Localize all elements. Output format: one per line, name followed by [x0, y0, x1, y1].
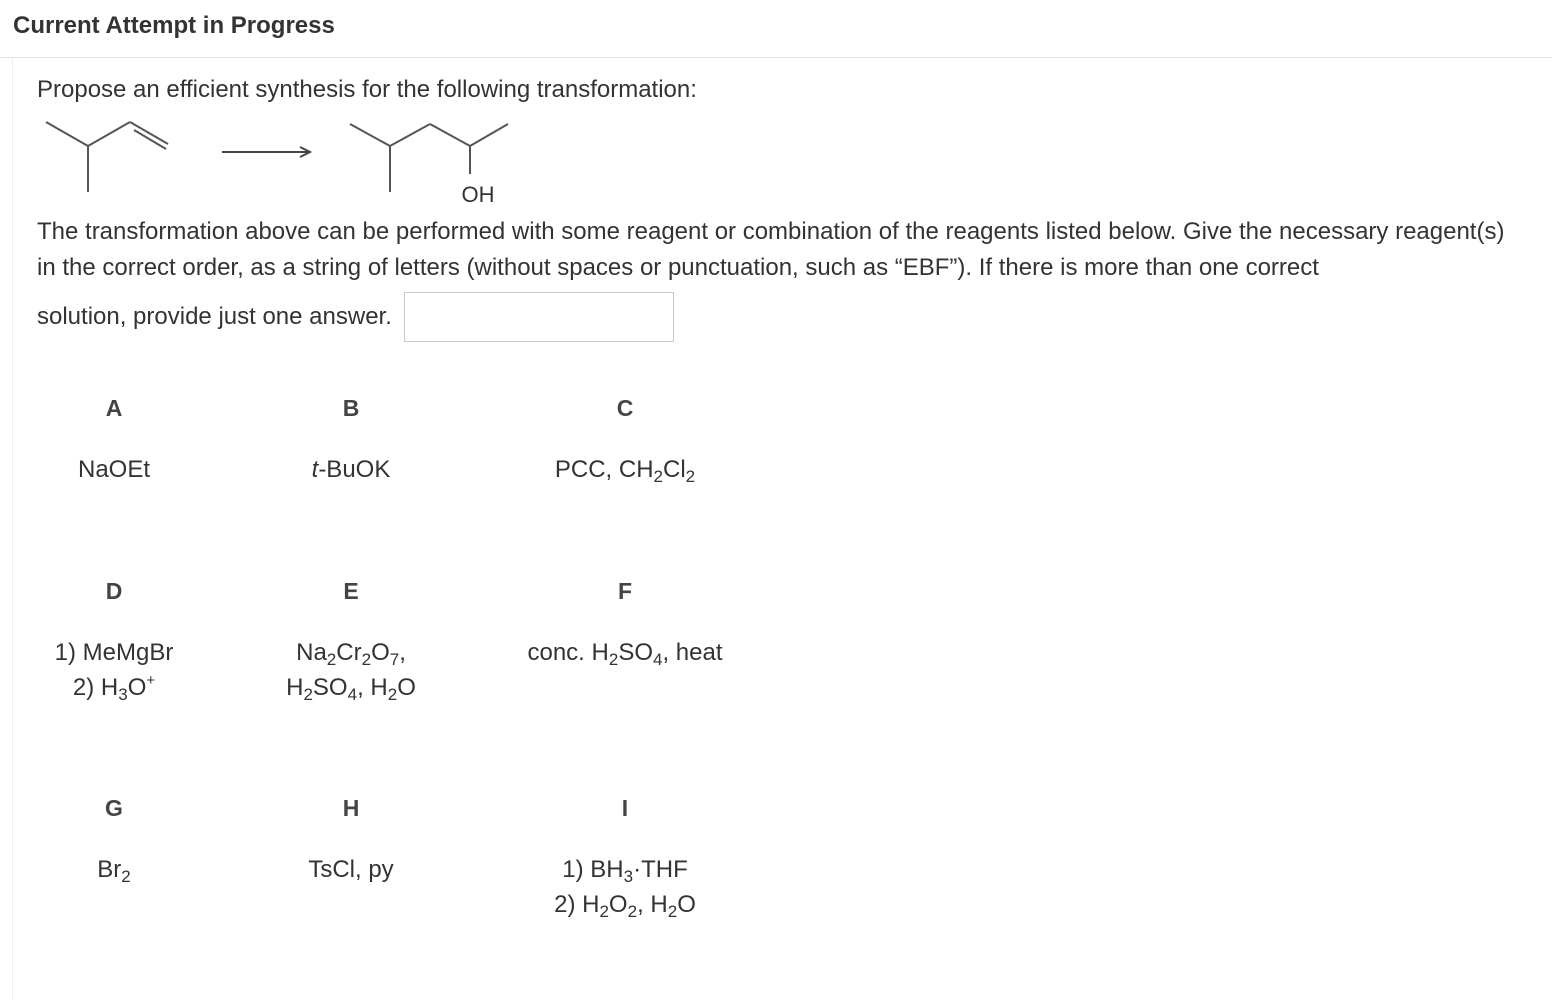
reagent-letter: C	[616, 395, 634, 421]
reagent-a	[0, 390, 244, 487]
reactant-structure	[46, 122, 168, 192]
reaction-arrow	[222, 147, 310, 157]
reaction-scheme-svg	[38, 112, 518, 212]
reagent-f	[495, 573, 755, 670]
reagent-letter: D	[105, 578, 123, 604]
reagent-formula: conc. $H_2SO_4$, heat	[527, 639, 723, 669]
reaction-scheme	[38, 112, 518, 217]
reagent-formula: t-BuOK	[311, 456, 391, 483]
reagent-formula: $Na_2Cr_2O_7$, $H_2SO_4$, $H_2O$	[286, 639, 416, 704]
reagent-letter: A	[105, 395, 123, 421]
reagent-letter: B	[342, 395, 360, 421]
reagent-letter: G	[105, 795, 123, 821]
reagent-d	[0, 573, 244, 705]
question-prompt: Propose an efficient synthesis for the following transformation:	[37, 76, 697, 103]
question-instructions	[37, 214, 1527, 342]
reagent-formula: TsCl, py	[308, 856, 394, 883]
answer-input[interactable]	[404, 292, 674, 342]
reagent-letter: E	[343, 578, 359, 604]
reagent-h	[221, 790, 481, 887]
reagent-formula: $Br_2$	[97, 856, 131, 886]
instructions-text: The transformation above can be performed with some reagent or combination of the reagents listed below. Give the necessary reagent(s) in the correct order, as a string of letters (without spaces or punctuation, such as “EBF”). If there is more than one correct	[37, 218, 1505, 281]
instructions-tail: solution, provide just one answer.	[37, 303, 392, 330]
reagent-e	[221, 573, 481, 705]
reagent-letter: H	[342, 795, 360, 821]
hydroxyl-label: OH	[461, 182, 495, 207]
header-bar	[0, 0, 1552, 58]
reagent-c	[495, 390, 755, 487]
reagent-formula: 1) MeMgBr 2) $H_3O^+$	[54, 639, 174, 704]
reagent-formula: PCC, $CH_2Cl_2$	[554, 456, 696, 486]
reagent-formula: NaOEt	[77, 456, 151, 483]
page-title: Current Attempt in Progress	[13, 12, 335, 39]
reagent-i	[495, 790, 755, 922]
reagent-g	[0, 790, 244, 887]
reagent-b	[221, 390, 481, 487]
reagent-letter: I	[621, 795, 629, 821]
reagent-letter: F	[617, 578, 633, 604]
reagent-formula: 1) $BH_3\cdot THF$ 2) $H_2O_2$, $H_2O$	[554, 856, 696, 921]
